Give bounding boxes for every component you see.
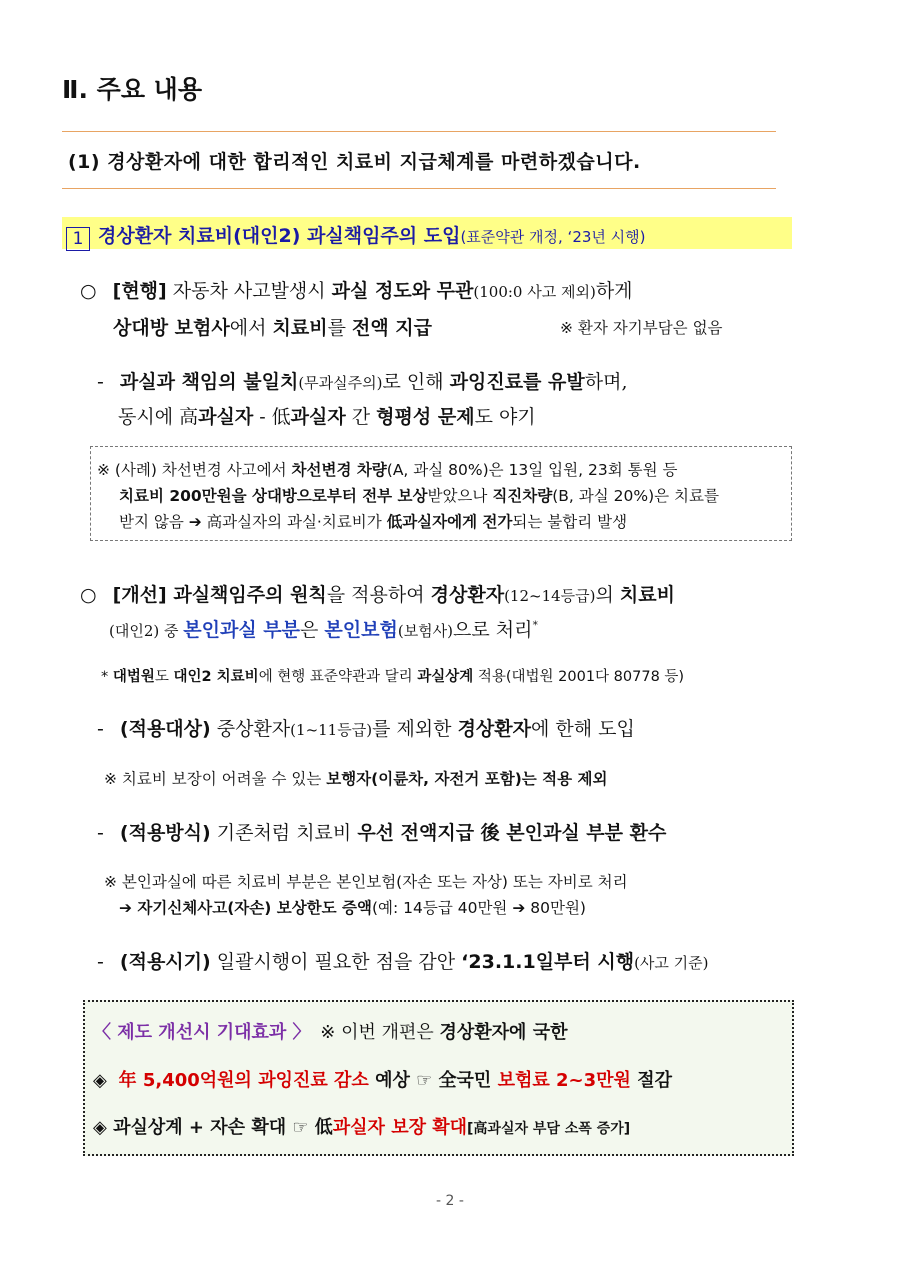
text-span: 보행자(이륜차, 자전거 포함)는 적용 제외 bbox=[326, 770, 608, 788]
text-span: 의 bbox=[595, 584, 620, 606]
text-span: 일괄시행이 필요한 점을 감안 bbox=[210, 951, 462, 973]
text-span: 본인보험 bbox=[324, 619, 398, 641]
method-note-2 bbox=[119, 896, 586, 918]
diamond-bullet-icon: ◈ bbox=[93, 1117, 107, 1138]
text-span: 보험료 2~3만원 bbox=[497, 1070, 631, 1091]
improve-line-2 bbox=[109, 615, 538, 642]
current-line-2 bbox=[113, 313, 432, 340]
text-span: 경상환자에 국한 bbox=[439, 1022, 568, 1043]
method-line bbox=[97, 818, 666, 845]
dash: - bbox=[97, 718, 104, 740]
text-span: [高과실자 부담 소폭 증가] bbox=[467, 1121, 631, 1137]
text-span: 하게 bbox=[595, 280, 633, 302]
text-span: 과실자 bbox=[198, 406, 254, 428]
text-span: * bbox=[101, 669, 113, 685]
problem-line-1 bbox=[97, 367, 627, 394]
text-span: 과실자 보장 확대 bbox=[332, 1117, 468, 1138]
dash: - bbox=[97, 822, 104, 844]
text-span: 年 5,400억원의 과잉진료 감소 bbox=[118, 1070, 369, 1091]
text-span: 으로 처리 bbox=[453, 619, 533, 641]
text-span: - 低 bbox=[253, 406, 291, 428]
text-span: (보험사) bbox=[397, 622, 454, 640]
heading-number-box: 1 bbox=[66, 227, 90, 251]
subsection-heading bbox=[66, 221, 646, 251]
effects-title: 〈 제도 개선시 기대효과 〉 bbox=[93, 1022, 311, 1043]
text-span: 과실상계 bbox=[417, 669, 474, 685]
text-span: 과실 정도와 무관 bbox=[331, 280, 474, 302]
text-span: 에 현행 표준약관과 달리 bbox=[258, 669, 418, 685]
text-span: 동시에 高 bbox=[118, 406, 199, 428]
current-label: [현행] bbox=[112, 280, 167, 302]
timing-line bbox=[97, 947, 709, 974]
method-label: (적용방식) bbox=[119, 822, 211, 844]
text-span: ※ 치료비 보장이 어려울 수 있는 bbox=[104, 770, 327, 788]
text-span: ‘23.1.1일부터 시행 bbox=[461, 951, 635, 973]
dash: - bbox=[97, 951, 104, 973]
text-span: 차선변경 차량 bbox=[291, 461, 387, 479]
current-line-1 bbox=[80, 276, 633, 303]
text-span: 과실자 bbox=[290, 406, 346, 428]
text-span: 받았으나 bbox=[427, 487, 493, 505]
heading-title: 경상환자 치료비(대인2) 과실책임주의 도입 bbox=[98, 225, 461, 247]
text-span: 치료비 200만원을 상대방으로부터 전부 보상 bbox=[119, 487, 428, 505]
heading-paren: (표준약관 개정, ‘23년 시행) bbox=[460, 228, 646, 246]
page-number: - 2 - bbox=[436, 1193, 464, 1209]
text-span: 도 야기 bbox=[474, 406, 536, 428]
subtitle: (1) 경상환자에 대한 합리적인 치료비 지급체계를 마련하겠습니다. bbox=[68, 151, 641, 173]
text-span: 경상환자 bbox=[430, 584, 505, 606]
text-span: ※ (사례) 차선변경 사고에서 bbox=[97, 461, 292, 479]
example-line-1 bbox=[97, 458, 677, 480]
text-span: 기존처럼 치료비 bbox=[210, 822, 358, 844]
text-span: 과실책임주의 원칙 bbox=[166, 584, 327, 606]
example-line-2 bbox=[119, 484, 719, 506]
dash: - bbox=[97, 371, 104, 393]
text-span: 을 적용하여 bbox=[326, 584, 431, 606]
text-span: (대인2) 중 bbox=[109, 622, 184, 640]
improve-label: [개선] bbox=[112, 584, 167, 606]
text-span: 되는 불합리 발생 bbox=[512, 513, 628, 531]
text-span: 받지 않음 ➔ 高과실자의 과실·치료비가 bbox=[119, 513, 387, 531]
method-note-1: ※ 본인과실에 따른 치료비 부분은 본인보험(자손 또는 자상) 또는 자비로 처리 bbox=[104, 873, 628, 891]
text-span: (예: 14등급 40만원 ➔ 80만원) bbox=[371, 899, 586, 917]
text-span: 低과실자에게 전가 bbox=[386, 513, 513, 531]
text-span: 를 bbox=[327, 317, 352, 339]
bullet-circle: ○ bbox=[80, 584, 97, 606]
text-span: 간 bbox=[345, 406, 377, 428]
section-title: Ⅱ. 주요 내용 bbox=[62, 75, 202, 104]
text-span: 은 bbox=[300, 619, 325, 641]
text-span: 도 bbox=[154, 669, 174, 685]
text-span: 로 인해 bbox=[382, 371, 450, 393]
text-span: 자동차 사고발생시 bbox=[166, 280, 332, 302]
text-span: * bbox=[532, 618, 538, 632]
text-span: (1~11등급) bbox=[290, 721, 373, 739]
text-span: 치료비 bbox=[272, 317, 328, 339]
text-span: 전액 지급 bbox=[351, 317, 432, 339]
text-span: 본인과실 부분 bbox=[183, 619, 301, 641]
text-span: 치료비 bbox=[619, 584, 675, 606]
text-span: ➔ 자기신체사고(자손) 보상한도 증액 bbox=[119, 899, 372, 917]
target-line bbox=[97, 714, 635, 741]
text-span: 과잉진료를 유발 bbox=[449, 371, 585, 393]
target-note bbox=[104, 767, 607, 789]
text-span: (B, 과실 20%)은 치료를 bbox=[552, 487, 719, 505]
text-span: 경상환자 bbox=[457, 718, 531, 740]
text-span: (12~14등급) bbox=[504, 587, 596, 605]
text-span: 직진차량 bbox=[492, 487, 553, 505]
text-span: 적용(대법원 2001다 80778 등) bbox=[473, 669, 685, 685]
text-span: ※ 이번 개편은 bbox=[320, 1022, 440, 1043]
divider-bottom bbox=[62, 188, 776, 189]
current-note: ※ 환자 자기부담은 없음 bbox=[560, 319, 723, 337]
text-span: 절감 bbox=[630, 1070, 672, 1091]
timing-label: (적용시기) bbox=[119, 951, 211, 973]
text-span: 과실상계 + 자손 확대 ☞ 低 bbox=[106, 1117, 333, 1138]
example-line-3 bbox=[119, 510, 627, 532]
text-span: 에서 bbox=[229, 317, 273, 339]
text-span: 대법원 bbox=[112, 669, 155, 685]
text-span: 예상 ☞ 全 bbox=[368, 1070, 457, 1091]
court-footnote bbox=[101, 665, 684, 686]
text-span: 대인2 치료비 bbox=[173, 669, 259, 685]
text-span: 우선 전액지급 後 본인과실 부분 환수 bbox=[357, 822, 667, 844]
text-span: 중상환자 bbox=[210, 718, 291, 740]
diamond-bullet-icon: ◈ bbox=[93, 1070, 107, 1091]
text-span: 국민 bbox=[456, 1070, 498, 1091]
effects-row-1 bbox=[93, 1066, 672, 1092]
effects-row-2 bbox=[93, 1113, 630, 1139]
text-span: 형평성 문제 bbox=[376, 406, 475, 428]
text-span: (사고 기준) bbox=[634, 954, 709, 972]
text-span: 를 제외한 bbox=[372, 718, 458, 740]
text-span: (무과실주의) bbox=[298, 374, 383, 392]
bullet-circle: ○ bbox=[80, 280, 97, 302]
effects-title-line bbox=[93, 1018, 567, 1044]
text-span: 에 한해 도입 bbox=[530, 718, 635, 740]
text-span: (A, 과실 80%)은 13일 입원, 23회 통원 등 bbox=[386, 461, 678, 479]
text-span: 과실과 책임의 불일치 bbox=[119, 371, 299, 393]
text-span: (100:0 사고 제외) bbox=[473, 283, 596, 301]
target-label: (적용대상) bbox=[119, 718, 211, 740]
text-span: 하며, bbox=[584, 371, 628, 393]
improve-line-1 bbox=[80, 580, 675, 607]
problem-line-2 bbox=[118, 402, 536, 429]
text-span: 상대방 보험사 bbox=[113, 317, 230, 339]
divider-top bbox=[62, 131, 776, 132]
